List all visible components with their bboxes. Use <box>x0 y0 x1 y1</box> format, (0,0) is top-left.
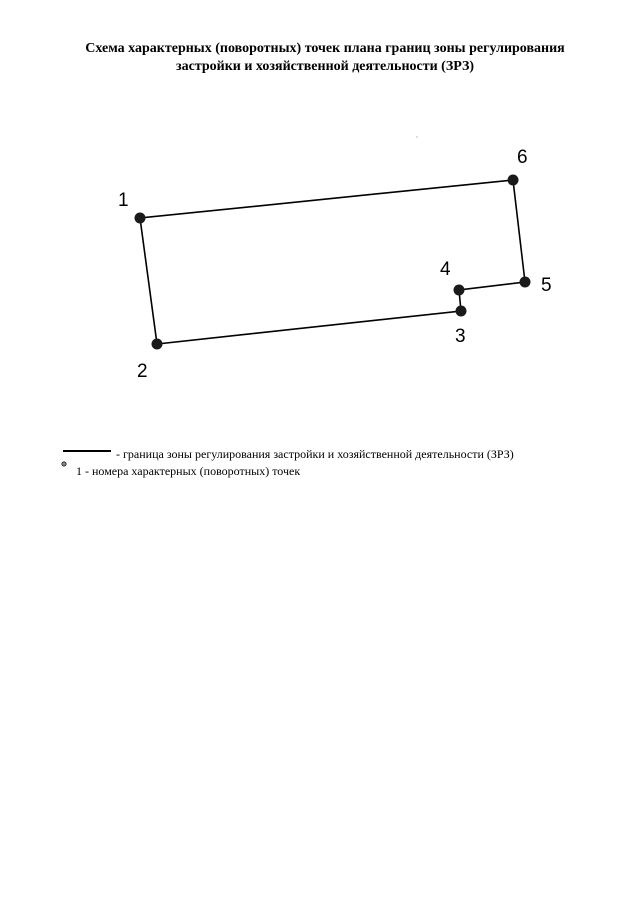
point-marker-2 <box>152 339 163 350</box>
legend-point-icon-center <box>63 463 65 465</box>
point-marker-1 <box>135 213 146 224</box>
title-line-2: застройки и хозяйственной деятельности (ЗРЗ) <box>175 59 474 74</box>
point-label-6: 6 <box>517 147 528 168</box>
point-label-2: 2 <box>137 361 148 382</box>
stray-dot <box>416 136 417 137</box>
point-marker-4 <box>454 285 465 296</box>
point-marker-3 <box>456 306 467 317</box>
point-label-5: 5 <box>541 275 552 296</box>
point-marker-6 <box>508 175 519 186</box>
legend-points-text: 1 - номера характерных (поворотных) точек <box>76 464 301 478</box>
point-label-3: 3 <box>455 326 466 347</box>
point-label-1: 1 <box>118 190 129 211</box>
point-marker-5 <box>520 277 531 288</box>
zrz-boundary-polygon <box>140 180 525 344</box>
legend-boundary-text: - граница зоны регулирования застройки и хозяйственной деятельности (ЗРЗ) <box>116 447 514 461</box>
title-line-1: Схема характерных (поворотных) точек плана границ зоны регулирования <box>85 41 565 56</box>
point-label-4: 4 <box>440 259 451 280</box>
